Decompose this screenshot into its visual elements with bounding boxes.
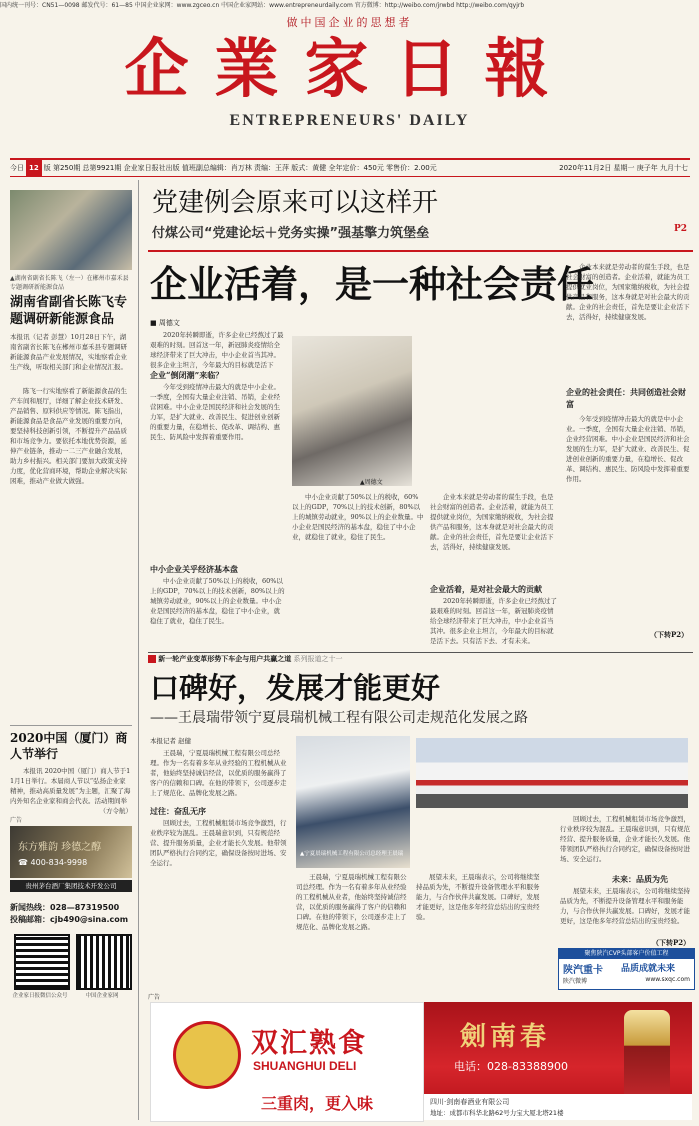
shaanxi-banner: 聚焦陕汽CVP头部客户价值工程 (559, 949, 694, 959)
visit-photo (10, 190, 132, 270)
page-count: 12 (26, 160, 42, 176)
shaanxi-url[interactable]: www.sxqc.com (645, 976, 690, 983)
second-body-1: 王晨瑞，宁夏晨瑞机械工程有限公司总经理。作为一名有着多年从业经验的工程机械从业者，他始终坚持诚信经营，以优质的服务赢得了客户的信赖和口碑。在他的带领下，公司逐步走上了规范化、品牌化发展之路。 (150, 749, 287, 797)
issue-info-bar (10, 158, 690, 177)
lead-headline[interactable]: 企业活着，是一种社会责任 (150, 262, 594, 306)
second-section-2: 未来：品质为先 (612, 874, 668, 884)
top-info-bar: 国内统一刊号：CN51—0098 邮发代号：61—85 中国企业家网：www.zgceo.cn 中国企业家网站：www.entrepreneurdaily.com 官方微博：http://weibo.com/jrwbd http://weibo.com/qyjrb (0, 2, 525, 9)
right-body-2: 今年受到疫情冲击最大的就是中小企业。一季度，全国有大量企业注销、吊销，企业经营困难。中小企业是国民经济和社会发展的生力军，是扩大就业、改善民生、促进创业创新的重要力量，在稳增长、促改革、调结构、惠民生、防风险中发挥着重要作用。 (566, 415, 690, 483)
shuanghui-english: SHUANGHUI DELI (253, 1059, 357, 1073)
second-body-3: 王晨瑞，宁夏晨瑞机械工程有限公司总经理。作为一名有着多年从业经验的工程机械从业者，他始终坚持诚信经营，以优质的服务赢得了客户的信赖和口碑。在他的带领下，公司逐步走上了规范化、品牌化发展之路。 (296, 873, 407, 931)
left-body-2: 本报讯 2020中国（厦门）商人节于11月1日举行。本届商人节以“弘扬企业家精神，推动高质量发展”为主题，汇聚了海内外知名企业家和商会代表。活动期间举 (10, 767, 131, 805)
shaanxi-slogan: 品质成就未来 (621, 964, 676, 974)
issue-details: 版 第250期 总第9921期 企业家日报社出版 值班副总编辑：肖万林 责编：王萍 版式：黄健 全年定价：450元 零售价：2.00元 (43, 164, 437, 172)
today-label: 今日 (10, 164, 24, 172)
top-story-subhead: 付煤公司“党建论坛＋党务实操”强基擎力筑堡垒 (152, 226, 430, 241)
truck-fleet-photo (416, 738, 688, 808)
qr1-label: 企业家日报微信公众号 (12, 993, 68, 999)
jnc-address: 地址：成都市科华北路62号力宝大厦北塔21楼 (430, 1109, 564, 1117)
second-body-5: 回顾过去，工程机械租赁市场竞争激烈，行业秩序较为混乱。王晨瑞意识到，只有规范经营、提升服务质量，企业才能长久发展。他带领团队严格执行合同约定，确保设备按时进场、安全运行。 (560, 815, 690, 863)
issue-date: 2020年11月2日 星期一 庚子年 九月十七 (559, 164, 688, 172)
masthead-english: ENTREPRENEURS' DAILY (229, 112, 470, 129)
left-ad-label: 广告 (10, 817, 23, 824)
shuanghui-slogan: 三重肉，更入味 (261, 1094, 374, 1113)
jnc-footer (424, 1094, 692, 1120)
chef-logo-icon (173, 1021, 241, 1089)
masthead-slogan: 做中国企业的思想者 (286, 16, 413, 29)
jnc-brand: 劍南春 (460, 1022, 551, 1052)
lead-body-5: 2020年转瞬即逝，许多企业已经熬过了最艰难的时刻。回首这一年，新冠肺炎疫情给全球经济带来了巨大冲击，中小企业首当其冲。很多企业主坦言，今年最大的目标就是活下去。只有活下去，才有未来。 (430, 597, 558, 644)
lead-section-3: 企业活着，是对社会最大的贡献 (430, 584, 542, 594)
top-story-page-ref[interactable]: P2 (673, 224, 687, 234)
chenrui-caption: ▲宁夏晨瑞机械工程有限公司总经理王晨瑞 (300, 851, 404, 857)
moutai-ad[interactable] (10, 826, 132, 878)
jnc-company: 四川·剑南春酒业有限公司 (430, 1098, 510, 1106)
second-body-4: 展望未来，王晨瑞表示，公司将继续坚持品质为先，不断提升设备管理水平和服务能力，与合作伙伴共赢发展。口碑好，发展才能更好，这是他多年经营总结出的宝贵经验。 (416, 873, 540, 921)
lead-body-3b: 中小企业贡献了50%以上的税收，60%以上的GDP，70%以上的技术创新，80%以上的城镇劳动就业，90%以上的企业数量。中小企业是国民经济的基本盘，稳住了中小企业，就稳住了就业，稳住了民生。 (292, 493, 424, 541)
chenrui-photo (296, 736, 410, 868)
qr-code-site[interactable] (76, 934, 132, 990)
shaanxi-weibo: 陕汽微博 (563, 978, 588, 985)
photo-caption: ▲湖南省副省长陈飞（左一）在郴州市嘉禾县专题调研新能源食品 (10, 275, 129, 291)
qr-code-wechat[interactable] (14, 934, 70, 990)
author-portrait (292, 336, 412, 486)
series-tag: 系列报道之十一 (293, 655, 343, 663)
news-hotline: 新闻热线：028—87319500 (10, 903, 120, 912)
left-credit: （方令航） (99, 807, 132, 815)
series-title: 新一轮产业变革形势下车企与用户共赢之道 (158, 655, 292, 663)
lead-body-4: 企业本来就是劳动者的谋生手段，也是社会财富的创造者。企业活着，就能为员工提供就业岗位，为国家缴纳税收，为社会提供产品和服务，这本身就是对社会最大的贡献。企业的社会责任，首先是要让企业活下去，活得好，持续健康发展。 (430, 493, 554, 551)
left-body: 陈飞一行实地察看了新能源食品的生产车间和展厅，详细了解企业技术研发、产品销售、原料供应等情况。陈飞指出，新能源食品是食品产业发展的重要方向，要坚持科技创新引领，不断提升产品品质和市场竞争力。要依托本地优势资源，延伸产业链条，推动一二三产业融合发展，助力乡村振兴。相关部门要加大政策支持力度，优化营商环境，帮助企业解决实际困难，推动产业做大做强。 (10, 387, 127, 485)
second-body-6: 展望未来，王晨瑞表示，公司将继续坚持品质为先，不断提升设备管理水平和服务能力，与合作伙伴共赢发展。口碑好，发展才能更好，这是他多年经营总结出的宝贵经验。 (560, 887, 690, 925)
left-byline: 本报讯（记者 彭慧）10月28日下午，湖南省副省长陈飞在郴州市嘉禾县专题调研新能源食品产业发展情况，实地察看企业生产线，听取相关部门和企业情况汇报。 (10, 333, 127, 371)
jiannanchun-ad[interactable] (424, 1002, 692, 1120)
second-more-ref[interactable]: （下转P2） (652, 938, 691, 947)
moutai-company: 贵州茅台酒厂集团技术开发公司 (10, 880, 132, 892)
top-story-headline[interactable]: 党建例会原来可以这样开 (152, 188, 439, 218)
left-headline-2[interactable]: 2020中国（厦门）商人节举行 (10, 731, 128, 761)
lead-body-1: 2020年转瞬即逝，许多企业已经熬过了最艰难的时刻。回首这一年，新冠肺炎疫情给全球经济带来了巨大冲击，中小企业首当其冲。很多企业主坦言，今年最大的目标就是活下 (150, 331, 284, 369)
series-bar (148, 652, 693, 665)
qr2-label: 中国企业家网 (85, 993, 119, 999)
moutai-brand: 东方雅韵 珍德之醇 (18, 842, 102, 853)
second-byline: 本报记者 赵健 (150, 737, 192, 745)
lead-section-2: 中小企业关乎经济基本盘 (150, 564, 238, 574)
second-headline[interactable]: 口碑好，发展才能更好 (150, 671, 441, 705)
second-subhead: ——王晨瑞带领宁夏晨瑞机械工程有限公司走规范化发展之路 (150, 710, 528, 726)
lead-section-1: 企业“倒闭潮”来临？ (150, 370, 224, 380)
shaanxi-ad[interactable] (558, 948, 695, 990)
shaanxi-brand: 陕汽重卡 (563, 965, 603, 976)
right-body-1: 企业本来就是劳动者的谋生手段，也是社会财富的创造者。企业活着，就能为员工提供就业岗位，为国家缴纳税收，为社会提供产品和服务，这本身就是对社会最大的贡献。企业的社会责任，首先是要让企业活下去，活得好，持续健康发展。 (566, 263, 690, 321)
liquor-bottle-icon (624, 1010, 670, 1098)
second-body-2: 回顾过去，工程机械租赁市场竞争激烈，行业秩序较为混乱。王晨瑞意识到，只有规范经营、提升服务质量，企业才能长久发展。他带领团队严格执行合同约定，确保设备按时进场、安全运行。 (150, 819, 287, 867)
shuanghui-name: 双汇熟食 (251, 1028, 367, 1059)
portrait-caption: ▲周德文 (360, 479, 383, 486)
moutai-hotline: ☎ 400-834-9998 (18, 858, 88, 867)
lead-body-3: 中小企业贡献了50%以上的税收，60%以上的GDP，70%以上的技术创新，80%以上的城镇劳动就业，90%以上的企业数量。中小企业是国民经济的基本盘，稳住了中小企业，就稳住了就业，稳住了民生。 (150, 577, 285, 625)
masthead-title: 企業家日報 (124, 32, 575, 107)
submission-email[interactable]: 投稿邮箱：cjb490@sina.com (10, 915, 129, 924)
jnc-phone: 电话：028-83388900 (454, 1060, 568, 1073)
lead-section-4: 企业的社会责任：共同创造社会财富 (566, 387, 686, 409)
top-story (148, 186, 693, 244)
shuanghui-ad[interactable] (150, 1002, 424, 1122)
bottom-ad-label: 广告 (148, 994, 161, 1001)
left-headline[interactable]: 湖南省副省长陈飞专题调研新能源食品 (10, 295, 128, 327)
lead-more-ref[interactable]: （下转P2） (650, 630, 689, 639)
second-section-1: 过往：奋乱无序 (150, 806, 206, 816)
lead-author: ■ 周德文 (150, 319, 180, 327)
lead-body-2: 今年受到疫情冲击最大的就是中小企业。一季度，全国有大量企业注销、吊销，企业经营困难。中小企业是国民经济和社会发展的生力军，是扩大就业、改善民生、促进创业创新的重要力量，在稳增长、促改革、调结构、惠民生、防风险中发挥着重要作用。 (150, 383, 280, 441)
left-column (10, 180, 139, 1120)
